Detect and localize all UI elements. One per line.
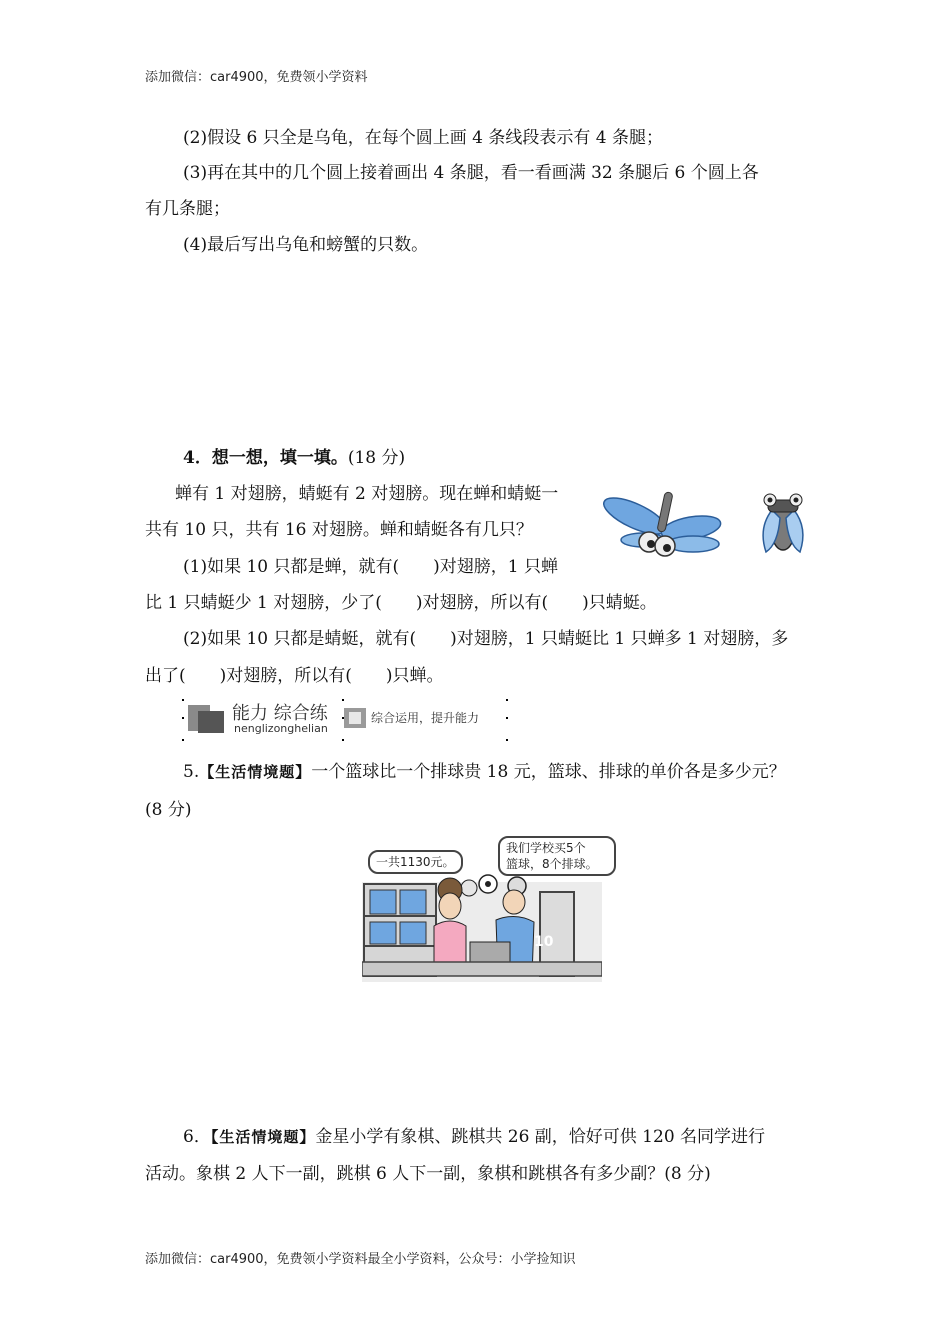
banner-dot (182, 699, 184, 701)
question-5-tag: 【生活情境题】 (199, 763, 312, 781)
speech-bubble-left: 一共1130元。 (368, 850, 463, 874)
banner-slogan-icon (344, 708, 366, 728)
question-6-line2: 活动。象棋 2 人下一副，跳棋 6 人下一副，象棋和跳棋各有多少副？(8 分) (145, 1164, 711, 1184)
part1-text-a: (1)如果 10 只都是蝉，就有( (183, 557, 400, 577)
banner-dot (342, 739, 344, 741)
question-4-part2-line2 (145, 666, 444, 686)
banner-dot (342, 699, 344, 701)
shop-illustration (362, 832, 602, 982)
step-3-text-line1: (3)再在其中的几个圆上接着画出 4 条腿，看一看画满 32 条腿后 6 个圆上各 (183, 163, 759, 183)
dragonfly-illustration (603, 488, 725, 560)
section-banner (182, 697, 508, 741)
question-5-number: 5. (183, 762, 200, 782)
question-6-tag: 【生活情境题】 (210, 1128, 316, 1146)
banner-dot (506, 699, 508, 701)
part1-text-e: )只蜻蜓。 (582, 593, 657, 613)
part2-text-d: )对翅膀，所以有( (219, 666, 352, 686)
speech-bubble-right (498, 836, 616, 876)
page-footer: 添加微信：car4900，免费领小学资料最全小学资料，公众号：小学捡知识 (145, 1252, 576, 1267)
question-4-intro-line1: 蝉有 1 对翅膀，蜻蜓有 2 对翅膀。现在蝉和蜻蜓一 (175, 484, 559, 504)
banner-pinyin: nenglizonghelian (234, 722, 328, 735)
question-4-title (183, 448, 405, 468)
question-4-part1-line2 (145, 593, 657, 613)
question-4-part1-line1 (183, 557, 558, 577)
banner-dot (182, 739, 184, 741)
cicada-illustration (752, 488, 814, 558)
step-4-text: (4)最后写出乌龟和螃蟹的只数。 (183, 235, 429, 255)
step-2-text: (2)假设 6 只全是乌龟，在每个圆上画 4 条线段表示有 4 条腿； (183, 128, 663, 148)
speech-bubble-right-line2: 篮球，8个排球。 (506, 857, 598, 871)
question-5-text: 一个篮球比一个排球贵 18 元，篮球、排球的单价各是多少元？ (311, 762, 786, 782)
part2-text-b: )对翅膀，1 只蜻蜓比 1 只蝉多 1 对翅膀，多 (450, 629, 789, 649)
part2-text-c: 出了( (145, 666, 186, 686)
jersey-number: 10 (534, 934, 554, 950)
question-4-heading: 4．想一想，填一填。 (183, 448, 348, 468)
question-4-intro-line2: 共有 10 只，共有 16 对翅膀。蝉和蜻蜓各有几只？ (145, 520, 533, 540)
banner-dot (506, 739, 508, 741)
speech-bubble-right-line1: 我们学校买5个 (506, 841, 586, 855)
part1-text-d: )对翅膀，所以有( (415, 593, 549, 613)
banner-title: 能力 综合练 (232, 703, 328, 724)
question-4-points: (18 分) (347, 448, 406, 468)
banner-slogan: 综合运用，提升能力 (371, 711, 480, 725)
part2-text-e: )只蝉。 (385, 666, 444, 686)
step-3-text-line2: 有几条腿； (145, 199, 230, 219)
question-6-number: 6． (183, 1127, 211, 1147)
question-5-line2: (8 分) (145, 800, 192, 820)
banner-logo-icon (188, 701, 228, 735)
part1-text-b: )对翅膀，1 只蝉 (433, 557, 559, 577)
question-6-text: 金星小学有象棋、跳棋共 26 副，恰好可供 120 名同学进行 (315, 1127, 766, 1147)
page-header: 添加微信：car4900，免费领小学资料 (145, 70, 368, 85)
question-4-part2-line1 (183, 629, 788, 649)
part2-text-a: (2)如果 10 只都是蜻蜓，就有( (183, 629, 417, 649)
part1-text-c: 比 1 只蜻蜓少 1 对翅膀，少了( (145, 593, 382, 613)
question-6-line1 (183, 1127, 765, 1147)
question-5-line1 (183, 762, 786, 782)
banner-dot (506, 717, 508, 719)
banner-dot (182, 717, 184, 719)
